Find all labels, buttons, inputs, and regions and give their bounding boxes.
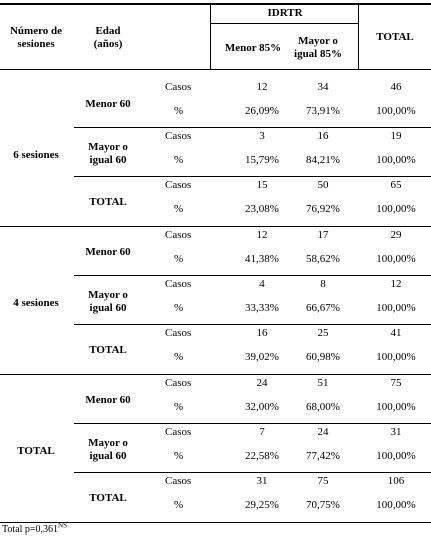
table-top-border (0, 3, 431, 5)
subgroup-separator (74, 176, 431, 177)
cell-percent: 100,00% (376, 499, 416, 511)
cell-casos: 50 (317, 179, 329, 191)
cell-percent: 26,09% (245, 105, 279, 117)
cell-casos: 41 (390, 327, 402, 339)
row-label-casos: Casos (165, 81, 192, 93)
age-label: Menor 60 (85, 394, 131, 406)
cell-casos: 17 (317, 229, 329, 241)
cell-casos: 4 (259, 278, 265, 290)
header-menor85: Menor 85% (224, 42, 282, 54)
row-label-casos: Casos (165, 426, 192, 438)
header-mayor85-line1: Mayor o (298, 35, 338, 47)
age-label: igual 60 (89, 450, 127, 462)
cell-percent: 84,21% (306, 154, 340, 166)
row-label-percent: % (174, 401, 184, 413)
row-label-casos: Casos (165, 327, 192, 339)
row-label-casos: Casos (165, 278, 192, 290)
subgroup-separator (74, 472, 431, 473)
footnote (2, 521, 67, 536)
age-label: Mayor o (88, 289, 128, 301)
cell-percent: 29,25% (245, 499, 279, 511)
cell-casos: 8 (320, 278, 326, 290)
subgroup-separator (74, 423, 431, 424)
cell-percent: 100,00% (376, 253, 416, 265)
cell-casos: 16 (317, 130, 329, 142)
cell-casos: 25 (317, 327, 329, 339)
row-label-percent: % (174, 499, 184, 511)
cell-casos: 16 (256, 327, 268, 339)
age-label: TOTAL (89, 196, 127, 208)
cell-percent: 15,79% (245, 154, 279, 166)
subgroup-separator (74, 324, 431, 325)
row-label-casos: Casos (165, 179, 192, 191)
cell-casos: 46 (390, 81, 402, 93)
row-label-percent: % (174, 253, 184, 265)
footnote-text: Total p=0,361 (2, 524, 59, 535)
cell-percent: 39,02% (245, 351, 279, 363)
cell-casos: 106 (387, 475, 405, 487)
cell-casos: 31 (390, 426, 402, 438)
group-label: TOTAL (17, 445, 55, 457)
age-label: TOTAL (89, 344, 127, 356)
subgroup-separator (74, 127, 431, 128)
cell-casos: 12 (390, 278, 402, 290)
divider-idrtr-left (210, 3, 211, 69)
header-bottom-border (0, 69, 431, 70)
header-age-line2: (años) (93, 38, 123, 50)
row-label-percent: % (174, 351, 184, 363)
header-sessions-line1: Número de (9, 25, 63, 37)
cell-percent: 100,00% (376, 203, 416, 215)
cell-percent: 70,75% (306, 499, 340, 511)
group-separator (0, 374, 431, 375)
cell-percent: 100,00% (376, 351, 416, 363)
cell-casos: 12 (256, 81, 268, 93)
cell-percent: 76,92% (306, 203, 340, 215)
header-mayor85-line2: igual 85% (294, 48, 342, 60)
header-sessions-line2: sesiones (17, 38, 55, 50)
divider-idrtr-right (358, 3, 359, 69)
cell-percent: 22,58% (245, 450, 279, 462)
cell-casos: 3 (259, 130, 265, 142)
cell-casos: 24 (256, 377, 268, 389)
cell-percent: 58,62% (306, 253, 340, 265)
row-label-percent: % (174, 105, 184, 117)
cell-casos: 65 (390, 179, 402, 191)
cell-casos: 19 (390, 130, 402, 142)
row-label-percent: % (174, 203, 184, 215)
idrtr-underline (210, 23, 358, 24)
cell-percent: 100,00% (376, 302, 416, 314)
header-age-line1: Edad (95, 25, 121, 37)
row-label-casos: Casos (165, 229, 192, 241)
cell-casos: 24 (317, 426, 329, 438)
row-label-casos: Casos (165, 377, 192, 389)
header-total: TOTAL (376, 31, 414, 43)
cell-casos: 15 (256, 179, 268, 191)
row-label-casos: Casos (165, 130, 192, 142)
age-label: Menor 60 (85, 246, 131, 258)
age-label: igual 60 (89, 302, 127, 314)
cell-percent: 66,67% (306, 302, 340, 314)
cell-percent: 77,42% (306, 450, 340, 462)
cell-percent: 100,00% (376, 105, 416, 117)
group-separator (0, 226, 431, 227)
cell-casos: 12 (256, 229, 268, 241)
cell-percent: 60,98% (306, 351, 340, 363)
cell-percent: 23,08% (245, 203, 279, 215)
footnote-sup: NS (58, 521, 67, 530)
cell-casos: 31 (256, 475, 268, 487)
cell-casos: 7 (259, 426, 265, 438)
age-label: Menor 60 (85, 98, 131, 110)
cell-percent: 100,00% (376, 154, 416, 166)
cell-percent: 68,00% (306, 401, 340, 413)
cell-percent: 32,00% (245, 401, 279, 413)
subgroup-separator (74, 275, 431, 276)
group-label: 4 sesiones (13, 297, 59, 309)
cell-percent: 100,00% (376, 401, 416, 413)
cell-percent: 100,00% (376, 450, 416, 462)
age-label: TOTAL (89, 492, 127, 504)
age-label: Mayor o (88, 437, 128, 449)
group-label: 6 sesiones (13, 149, 59, 161)
age-label: igual 60 (89, 154, 127, 166)
cell-percent: 33,33% (245, 302, 279, 314)
cell-casos: 51 (317, 377, 329, 389)
row-label-percent: % (174, 154, 184, 166)
cell-percent: 41,38% (245, 253, 279, 265)
cell-casos: 75 (390, 377, 402, 389)
cell-casos: 29 (390, 229, 402, 241)
cell-percent: 73,91% (306, 105, 340, 117)
row-label-percent: % (174, 450, 184, 462)
age-label: Mayor o (88, 141, 128, 153)
row-label-casos: Casos (165, 475, 192, 487)
table-bottom-border (0, 522, 431, 523)
header-idrtr: IDRTR (267, 7, 303, 19)
row-label-percent: % (174, 302, 184, 314)
cell-casos: 75 (317, 475, 329, 487)
cell-casos: 34 (317, 81, 329, 93)
